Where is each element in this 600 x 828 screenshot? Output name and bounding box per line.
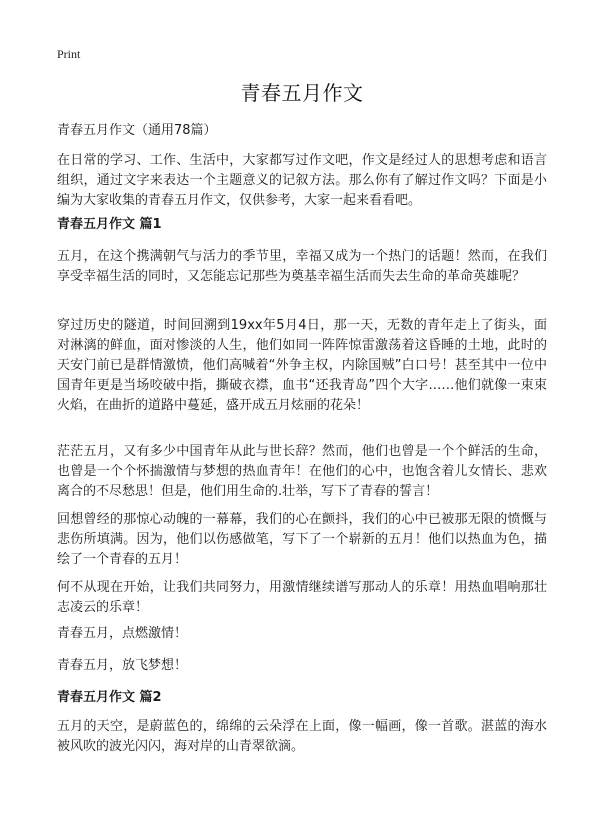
print-link[interactable]: Print — [57, 47, 81, 61]
paragraph-1-7: 青春五月，放飞梦想！ — [57, 658, 188, 673]
section-heading-1: 青春五月作文 篇1 — [57, 217, 162, 232]
paragraph-1-6: 青春五月，点燃激情！ — [57, 626, 188, 641]
section-heading-2: 青春五月作文 篇2 — [57, 690, 162, 705]
paragraph-1-3: 茫茫五月，又有多少中国青年从此与世长辞？然而，他们也曾是一个个鲜活的生命，也曾是一个个怀揣激情与梦想的热血青年！在他们的心中，也饱含着儿女情长、悲欢离合的不尽愁思！但是，他们用生命的.壮举，写下了青春的誓言！ — [57, 444, 547, 499]
paragraph-1-1: 五月，在这个携满朝气与活力的季节里，幸福又成为一个热门的话题！然而，在我们享受幸福生活的同时，又怎能忘记那些为奠基幸福生活而失去生命的革命英雄呢？ — [57, 249, 547, 284]
subtitle: 青春五月作文（通用78篇） — [57, 123, 217, 138]
paragraph-2-1: 五月的天空，是蔚蓝色的，绵绵的云朵浮在上面，像一幅画，像一首歌。湛蓝的海水被风吹的波光闪闪，海对岸的山青翠欲滴。 — [57, 719, 547, 754]
paragraph-1-2: 穿过历史的隧道，时间回溯到19xx年5月4日，那一天，无数的青年走上了街头，面对淋漓的鲜血，面对惨淡的人生，他们如同一阵阵惊雷激荡着这昏睡的土地，此时的天安门前已是群情激愤，他们高喊着“外争主权，内除国贼”白口号！甚至其中一位中国青年更是当场咬破中指，撕破衣襟，血书“还我青岛”四个大字……他们就像一束束火焰，在曲折的道路中蔓延，盛开成五月炫丽的花朵！ — [57, 318, 547, 413]
page-title: 青春五月作文 — [240, 81, 364, 105]
paragraph-1-4: 回想曾经的那惊心动魄的一幕幕，我们的心在颤抖，我们的心中已被那无限的愤慨与悲伤所填满。因为，他们以伤感做笔，写下了一个崭新的五月！他们以热血为色，描绘了一个青春的五月！ — [57, 512, 547, 567]
intro-paragraph: 在日常的学习、工作、生活中，大家都写过作文吧，作文是经过人的思想考虑和语言组织，通过文字来表达一个主题意义的记叙方法。那么你有了解过作文吗？下面是小编为大家收集的青春五月作文，仅供参考，大家一起来看看吧。 — [57, 153, 547, 208]
paragraph-1-5: 何不从现在开始，让我们共同努力，用激情继续谱写那动人的乐章！用热血唱响那壮志凌云的乐章！ — [57, 580, 547, 615]
